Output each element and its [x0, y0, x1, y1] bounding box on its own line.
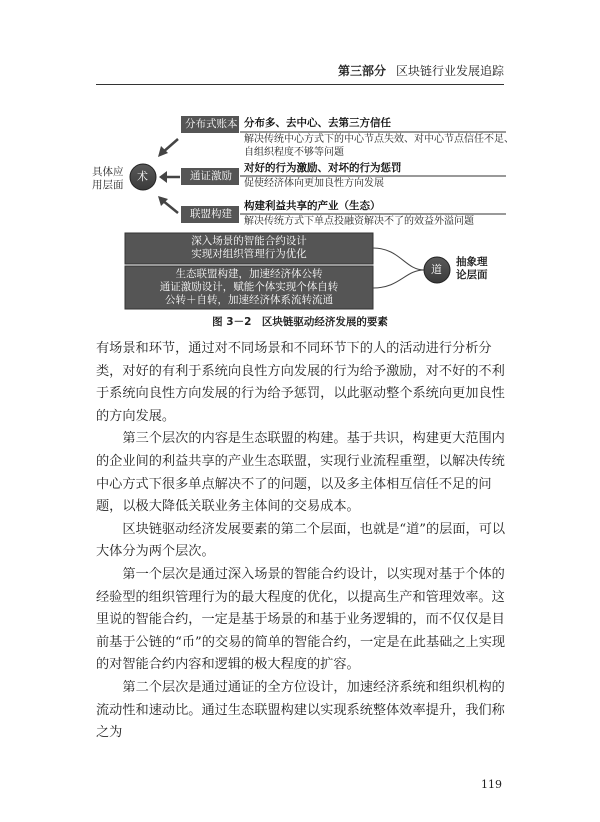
page-number: 119	[481, 778, 502, 791]
header-title: 区块链行业发展追踪	[395, 64, 504, 78]
item-desc-1: 解决传统中心方式下的中心节点失效、对中心节点信任不足、 自组织程度不够等问题	[244, 134, 514, 158]
lower-box-2-text: 生态联盟构建，加速经济体公转 通证激励设计，赋能个体实现个体自转 公转＋自转，加速经济体系流转流通	[159, 268, 339, 307]
tag-label-2: 通证激励	[190, 170, 232, 182]
paragraph-4: 第一个层次是通过深入场景的智能合约设计，以实现对基于个体的经验型的组织管理行为的最大程度的优化，以提高生产和管理效率。这里说的智能合约，一定是基于场景的和基于业务逻辑的，而不仅仅是目前基于公链的“币”的交易的简单的智能合约，一定是在此基础之上实现的对智能合约内容和逻辑的极大程度的扩容。	[96, 566, 506, 673]
item-heading-2: 对好的行为激励、对坏的行为惩罚	[244, 162, 402, 174]
tag-label-3: 联盟构建	[190, 208, 232, 220]
lower-box-1-text: 深入场景的智能合约设计 实现对组织管理行为优化	[191, 235, 307, 261]
arrow-middle	[159, 171, 180, 183]
body-text	[96, 338, 512, 745]
paragraph-3: 区块链驱动经济发展要素的第二个层面，也就是“道”的层面，可以大体分为两个层次。	[96, 521, 506, 560]
left-label: 具体应 用层面	[92, 166, 124, 192]
item-desc-3: 解决传统方式下单点投融资解决不了的效益外溢问题	[244, 216, 474, 227]
merge-curve-bottom	[373, 270, 424, 288]
circle-shu-label: 术	[137, 170, 148, 183]
item-heading-1: 分布多、去中心、去第三方信任	[244, 117, 391, 129]
item-desc-2: 促使经济体向更加良性方向发展	[244, 178, 384, 189]
right-label: 抽象理 论层面	[456, 256, 488, 282]
arrow-bottom	[158, 196, 178, 213]
merge-curve-top	[373, 248, 424, 270]
header-part: 第三部分	[337, 64, 386, 78]
paragraph-1: 有场景和环节，通过对不同场景和不同环节下的人的活动进行分析分类，对好的有利于系统向良性方向发展的行为给予激励，对不好的不利于系统向良性方向发展的行为给予惩罚，以此驱动整个系统向更加良性的方向发展。	[96, 341, 505, 424]
running-header	[96, 58, 504, 85]
tag-label-1: 分布式账本	[185, 118, 238, 130]
running-header-text	[338, 62, 504, 79]
figure-caption: 图 3－2 区块链驱动经济发展的要素	[212, 316, 388, 328]
circle-dao-label: 道	[431, 263, 442, 276]
paragraph-5: 第二个层次是通过通证的全方位设计，加速经济系统和组织机构的流动性和速动比。通过生态联盟构建以实现系统整体效率提升，我们称之为	[96, 679, 505, 741]
figure-diagram	[0, 96, 600, 336]
paragraph-2: 第三个层次的内容是生态联盟的构建。基于共识，构建更大范围内的企业间的利益共享的产业生态联盟，实现行业流程重塑，以解决传统中心方式下很多单点解决不了的问题，以及多主体相互信任不足的问题，以极大降低关联业务主体间的交易成本。	[96, 431, 505, 515]
item-heading-3: 构建利益共享的产业（生态）	[244, 200, 381, 212]
arrow-top	[158, 139, 178, 157]
